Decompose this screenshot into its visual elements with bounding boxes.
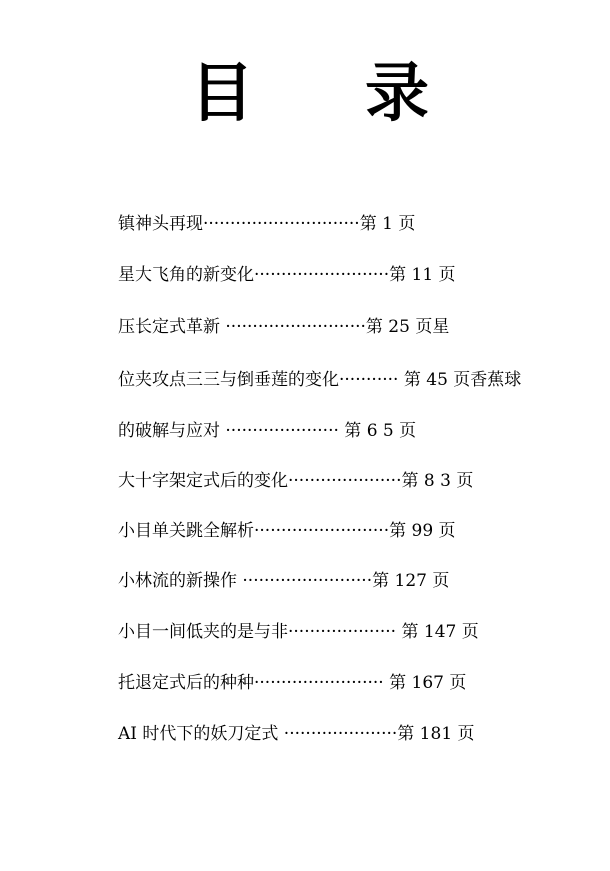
toc-entry: AI 时代下的妖刀定式 ·····················第 181 页 bbox=[118, 724, 475, 744]
toc-entry: 托退定式后的种种························ 第 167 页 bbox=[118, 673, 467, 693]
page-title-char-1: 目 bbox=[190, 57, 254, 131]
toc-entry: 镇神头再现·····························第 1 页 bbox=[118, 214, 416, 234]
toc-entry: 的破解与应对 ····················· 第 6 5 页 bbox=[118, 421, 417, 441]
toc-entry: 位夹攻点三三与倒垂莲的变化··········· 第 45 页香蕉球 bbox=[118, 370, 522, 390]
toc-entry: 大十字架定式后的变化·····················第 8 3 页 bbox=[118, 471, 474, 491]
page-title-char-2: 录 bbox=[365, 57, 429, 131]
toc-entry: 星大飞角的新变化·························第 11 页 bbox=[118, 265, 456, 285]
toc-entry: 小林流的新操作 ························第 127 页 bbox=[118, 571, 450, 591]
toc-entry: 压长定式革新 ··························第 25 页星 bbox=[118, 317, 450, 337]
toc-entry: 小目一间低夹的是与非···················· 第 147 页 bbox=[118, 622, 479, 642]
toc-entry: 小目单关跳全解析·························第 99 页 bbox=[118, 521, 456, 541]
